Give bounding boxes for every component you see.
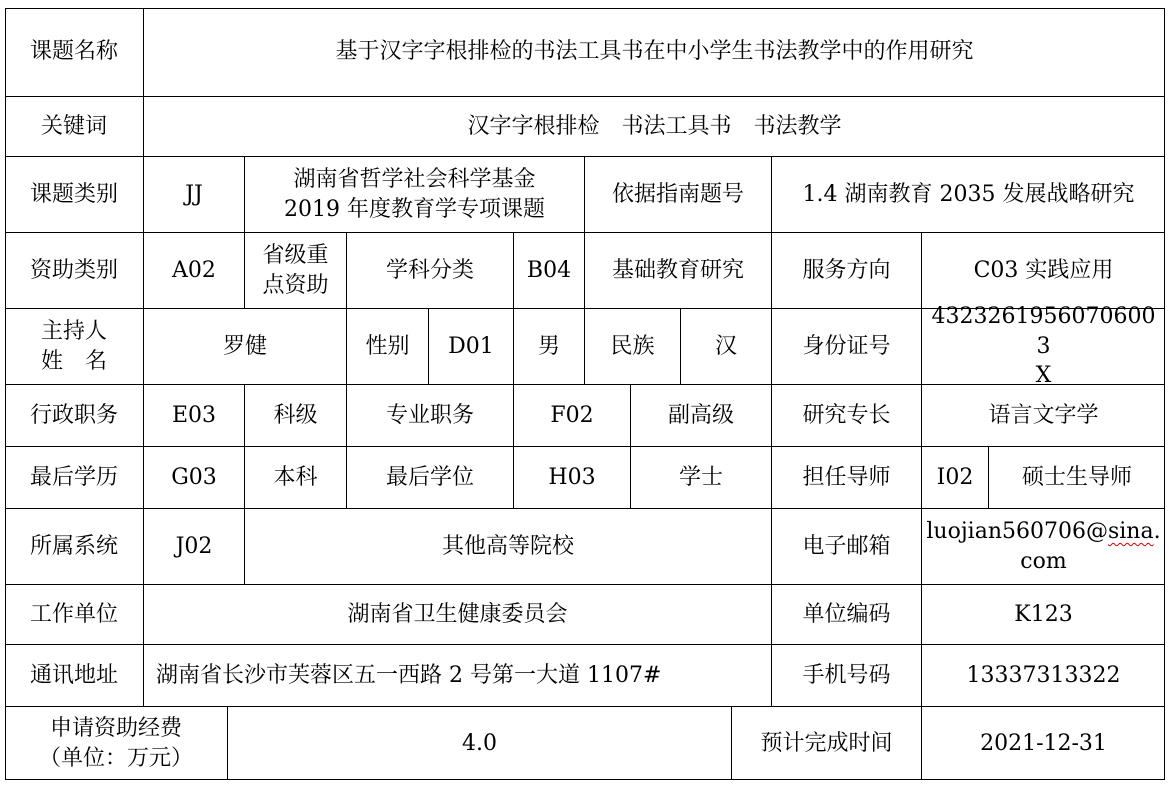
topic-value — [143, 8, 1165, 96]
email-dot-text: . — [1153, 518, 1161, 544]
row-admin — [5, 384, 1165, 446]
specialty-value — [921, 385, 1165, 446]
discipline-value-text: 基础教育研究 — [611, 257, 744, 283]
service-label-text: 服务方向 — [802, 257, 891, 283]
guide-value — [771, 157, 1165, 232]
system-code — [143, 509, 244, 584]
address-value — [143, 645, 771, 706]
keywords-label — [5, 97, 143, 156]
unit-value-text: 湖南省卫生健康委员会 — [347, 601, 568, 627]
id-value-line1: 43232619560706003 — [931, 303, 1156, 359]
row-category — [5, 156, 1165, 232]
admin-label — [5, 385, 143, 446]
tutor-code-text: I02 — [936, 464, 974, 490]
system-value — [244, 509, 771, 584]
budget-value — [227, 707, 731, 780]
unit-code-value-text: K123 — [1014, 601, 1073, 627]
category-fund-text: 湖南省哲学社会科学基金 — [293, 166, 536, 192]
row-topic — [5, 8, 1165, 96]
row-keywords — [5, 96, 1165, 156]
unit-code-label-text: 单位编码 — [802, 601, 891, 627]
email-value-line2: com — [1020, 548, 1067, 574]
prof-code — [513, 385, 630, 446]
unit-code-value — [921, 585, 1165, 644]
row-system — [5, 508, 1165, 584]
admin-value-text: 科级 — [273, 402, 318, 428]
row-education — [5, 446, 1165, 508]
funding-type — [244, 233, 346, 308]
system-label-text: 所属系统 — [29, 533, 118, 559]
category-code-text: JJ — [185, 181, 203, 207]
ethnic-value-text: 汉 — [714, 333, 737, 359]
id-value-line2: X — [1035, 363, 1052, 389]
guide-value-text: 1.4 湖南教育 2035 发展战略研究 — [802, 181, 1135, 207]
degree-label — [346, 447, 513, 508]
phone-value-text: 13337313322 — [966, 662, 1121, 688]
host-label — [5, 309, 143, 384]
funding-type-line1: 省级重 — [262, 242, 329, 268]
unit-label — [5, 585, 143, 644]
discipline-code-text: B04 — [526, 257, 572, 283]
degree-label-text: 最后学位 — [385, 464, 474, 490]
host-name-text: 罗健 — [222, 333, 267, 359]
row-address — [5, 644, 1165, 706]
email-label — [771, 509, 921, 584]
tutor-label-text: 担任导师 — [802, 464, 891, 490]
degree-code-text: H03 — [548, 464, 596, 490]
email-value-line1 — [926, 517, 1160, 547]
email-user-text: luojian560706@ — [926, 518, 1108, 544]
address-label-text: 通讯地址 — [29, 662, 118, 688]
guide-label — [584, 157, 771, 232]
system-value-text: 其他高等院校 — [441, 533, 574, 559]
prof-label — [346, 385, 513, 446]
email-label-text: 电子邮箱 — [802, 533, 891, 559]
finish-label — [731, 707, 921, 780]
gender-value — [513, 309, 584, 384]
tutor-value — [988, 447, 1165, 508]
admin-code — [143, 385, 244, 446]
budget-label-line1: 申请资助经费 — [49, 715, 182, 741]
prof-code-text: F02 — [550, 402, 594, 428]
funding-code-text: A02 — [172, 257, 216, 283]
finish-value — [921, 707, 1165, 780]
row-funding — [5, 232, 1165, 308]
budget-label — [5, 707, 227, 780]
budget-value-text: 4.0 — [462, 730, 497, 756]
category-label — [5, 157, 143, 232]
education-label-text: 最后学历 — [29, 464, 118, 490]
phone-label — [771, 645, 921, 706]
address-label — [5, 645, 143, 706]
gender-label-text: 性别 — [365, 333, 410, 359]
topic-value-text: 基于汉字字根排检的书法工具书在中小学生书法教学中的作用研究 — [335, 39, 974, 65]
phone-value — [921, 645, 1165, 706]
discipline-code — [513, 233, 584, 308]
prof-label-text: 专业职务 — [385, 402, 474, 428]
guide-label-text: 依据指南题号 — [611, 181, 744, 207]
id-value — [921, 303, 1165, 389]
degree-code — [513, 447, 630, 508]
discipline-label — [346, 233, 513, 308]
id-label-text: 身份证号 — [802, 333, 891, 359]
category-label-text: 课题类别 — [29, 181, 118, 207]
education-code-text: G03 — [171, 464, 217, 490]
admin-value — [244, 385, 346, 446]
category-project-text: 2019 年度教育学专项课题 — [284, 196, 545, 222]
discipline-label-text: 学科分类 — [385, 257, 474, 283]
unit-label-text: 工作单位 — [29, 601, 118, 627]
education-code — [143, 447, 244, 508]
funding-label — [5, 233, 143, 308]
funding-code — [143, 233, 244, 308]
finish-label-text: 预计完成时间 — [760, 730, 893, 756]
prof-value — [630, 385, 771, 446]
specialty-value-text: 语言文字学 — [988, 402, 1099, 428]
funding-label-text: 资助类别 — [29, 257, 118, 283]
system-code-text: J02 — [175, 533, 213, 559]
tutor-value-text: 硕士生导师 — [1021, 464, 1132, 490]
host-name — [143, 309, 346, 384]
id-label — [771, 309, 921, 384]
degree-value-text: 学士 — [678, 464, 723, 490]
admin-code-text: E03 — [171, 402, 217, 428]
education-value — [244, 447, 346, 508]
discipline-value — [584, 233, 771, 308]
degree-value — [630, 447, 771, 508]
unit-value — [143, 585, 771, 644]
row-budget — [5, 706, 1165, 780]
phone-label-text: 手机号码 — [802, 662, 891, 688]
category-code — [143, 157, 244, 232]
admin-label-text: 行政职务 — [29, 402, 118, 428]
prof-value-text: 副高级 — [667, 402, 734, 428]
category-fund — [244, 157, 584, 232]
gender-value-text: 男 — [537, 333, 560, 359]
education-label — [5, 447, 143, 508]
ethnic-label-text: 民族 — [610, 333, 655, 359]
specialty-label-text: 研究专长 — [802, 402, 891, 428]
row-host — [5, 303, 1165, 389]
topic-label — [5, 8, 143, 96]
topic-label-text: 课题名称 — [29, 39, 118, 65]
keywords-value-text: 汉字字根排检 书法工具书 书法教学 — [467, 113, 842, 139]
tutor-label — [771, 447, 921, 508]
keywords-label-text: 关键词 — [40, 113, 107, 139]
finish-value-text: 2021-12-31 — [980, 730, 1107, 756]
specialty-label — [771, 385, 921, 446]
host-label-line2: 姓 名 — [40, 348, 107, 374]
gender-code-text: D01 — [448, 333, 494, 359]
tutor-code — [921, 447, 988, 508]
service-value-text: C03 实践应用 — [973, 257, 1114, 283]
ethnic-label — [584, 309, 680, 384]
ethnic-value — [680, 309, 771, 384]
budget-label-line2: （单位：万元） — [38, 745, 193, 771]
unit-code-label — [771, 585, 921, 644]
system-label — [5, 509, 143, 584]
host-label-line1: 主持人 — [40, 318, 107, 344]
service-value — [921, 233, 1165, 308]
keywords-value — [143, 97, 1165, 156]
address-value-text: 湖南省长沙市芙蓉区五一西路 2 号第一大道 1107# — [156, 662, 662, 688]
email-domain-text: sina — [1107, 518, 1154, 544]
education-value-text: 本科 — [273, 464, 318, 490]
funding-type-line2: 点资助 — [262, 272, 329, 298]
gender-label — [346, 309, 428, 384]
service-label — [771, 233, 921, 308]
row-unit — [5, 584, 1165, 644]
email-value — [921, 509, 1165, 584]
gender-code — [428, 309, 513, 384]
